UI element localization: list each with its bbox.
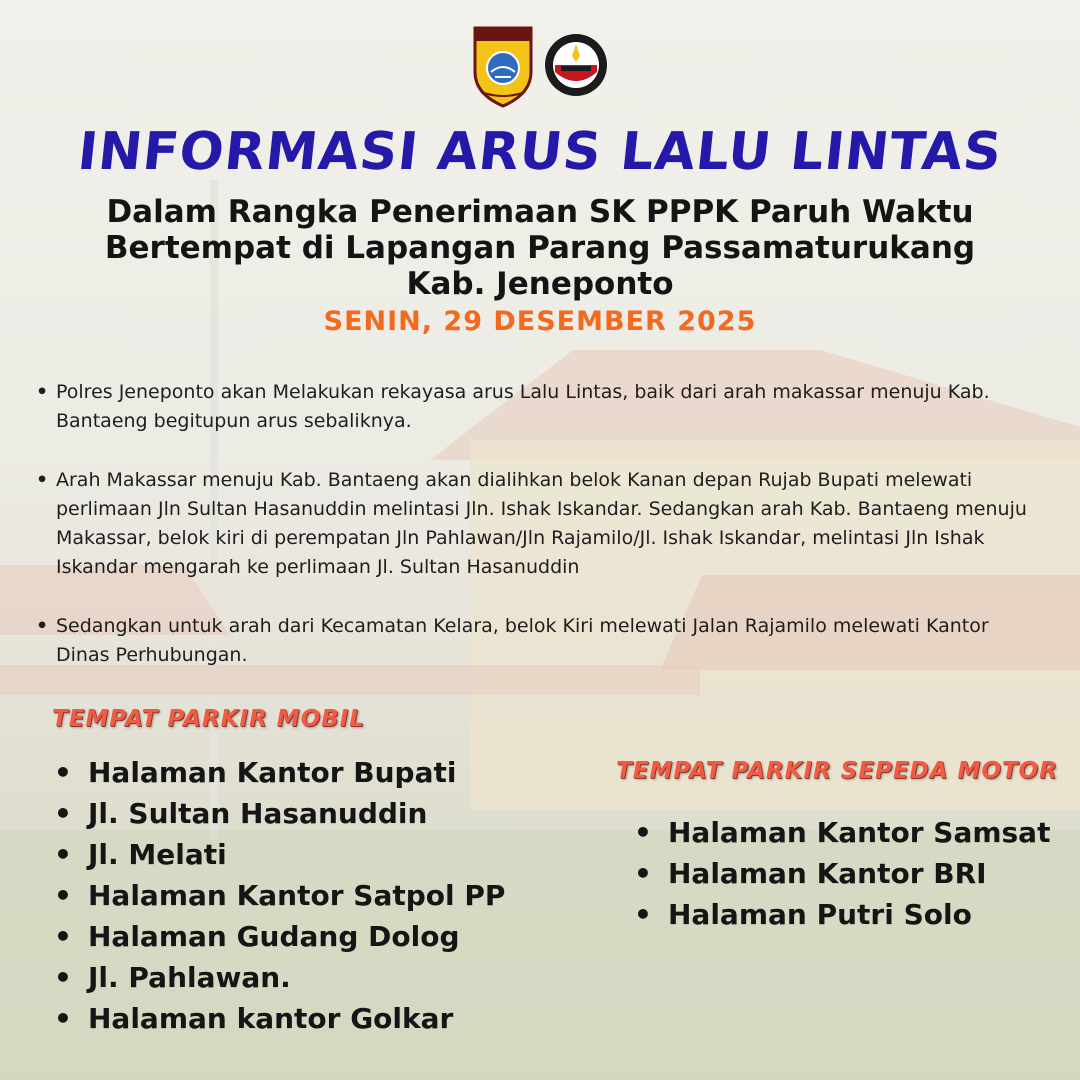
car-parking-item: • Halaman Kantor Bupati <box>54 752 594 793</box>
motorcycle-parking-list <box>634 812 1074 935</box>
event-date: SENIN, 29 DESEMBER 2025 <box>323 306 757 337</box>
motorcycle-parking-item: • Halaman Kantor BRI <box>634 853 1074 894</box>
car-parking-item: • Jl. Melati <box>54 834 594 875</box>
subtitle-line: Bertempat di Lapangan Parang Passamaturukang <box>104 230 976 266</box>
event-subtitle <box>60 194 1020 302</box>
car-parking-heading: TEMPAT PARKIR MOBIL <box>52 706 365 732</box>
humas-polri-logo-icon <box>543 32 609 98</box>
motorcycle-parking-item: • Halaman Putri Solo <box>634 894 1074 935</box>
car-parking-item: • Halaman kantor Golkar <box>54 998 594 1039</box>
car-parking-item: • Halaman Kantor Satpol PP <box>54 875 594 916</box>
car-parking-item: • Jl. Sultan Hasanuddin <box>54 793 594 834</box>
motorcycle-parking-heading: TEMPAT PARKIR SEPEDA MOTOR <box>616 758 1058 784</box>
car-parking-item: • Halaman Gudang Dolog <box>54 916 594 957</box>
police-shield-logo-icon <box>471 22 535 108</box>
traffic-note: • Sedangkan untuk arah dari Kecamatan Kelara, belok Kiri melewati Jalan Rajamilo melewati Kantor Dinas Perhubungan. <box>34 612 1044 670</box>
traffic-note: • Polres Jeneponto akan Melakukan rekayasa arus Lalu Lintas, baik dari arah makassar menuju Kab. Bantaeng begitupun arus sebaliknya. <box>34 378 1044 436</box>
subtitle-line: Dalam Rangka Penerimaan SK PPPK Paruh Waktu <box>106 194 974 230</box>
motorcycle-parking-item: • Halaman Kantor Samsat <box>634 812 1074 853</box>
car-parking-list <box>54 752 594 1039</box>
traffic-notes-list <box>34 378 1044 670</box>
traffic-note: • Arah Makassar menuju Kab. Bantaeng akan dialihkan belok Kanan depan Rujab Bupati melewati perlimaan Jln Sultan Hasanuddin melintasi Jln. Ishak Iskandar. Sedangkan arah Kab. Bantaeng menuju Makassar, belok kiri di perempatan Jln Pahlawan/Jln Rajamilo/Jl. Ishak Iskandar, melintasi Jln Ishak Iskandar mengarah ke perlimaan Jl. Sultan Hasanuddin <box>34 466 1044 582</box>
car-parking-item: • Jl. Pahlawan. <box>54 957 594 998</box>
subtitle-line: Kab. Jeneponto <box>406 266 674 302</box>
page-title: INFORMASI ARUS LALU LINTAS <box>74 122 1006 182</box>
logo-row <box>0 22 1080 108</box>
